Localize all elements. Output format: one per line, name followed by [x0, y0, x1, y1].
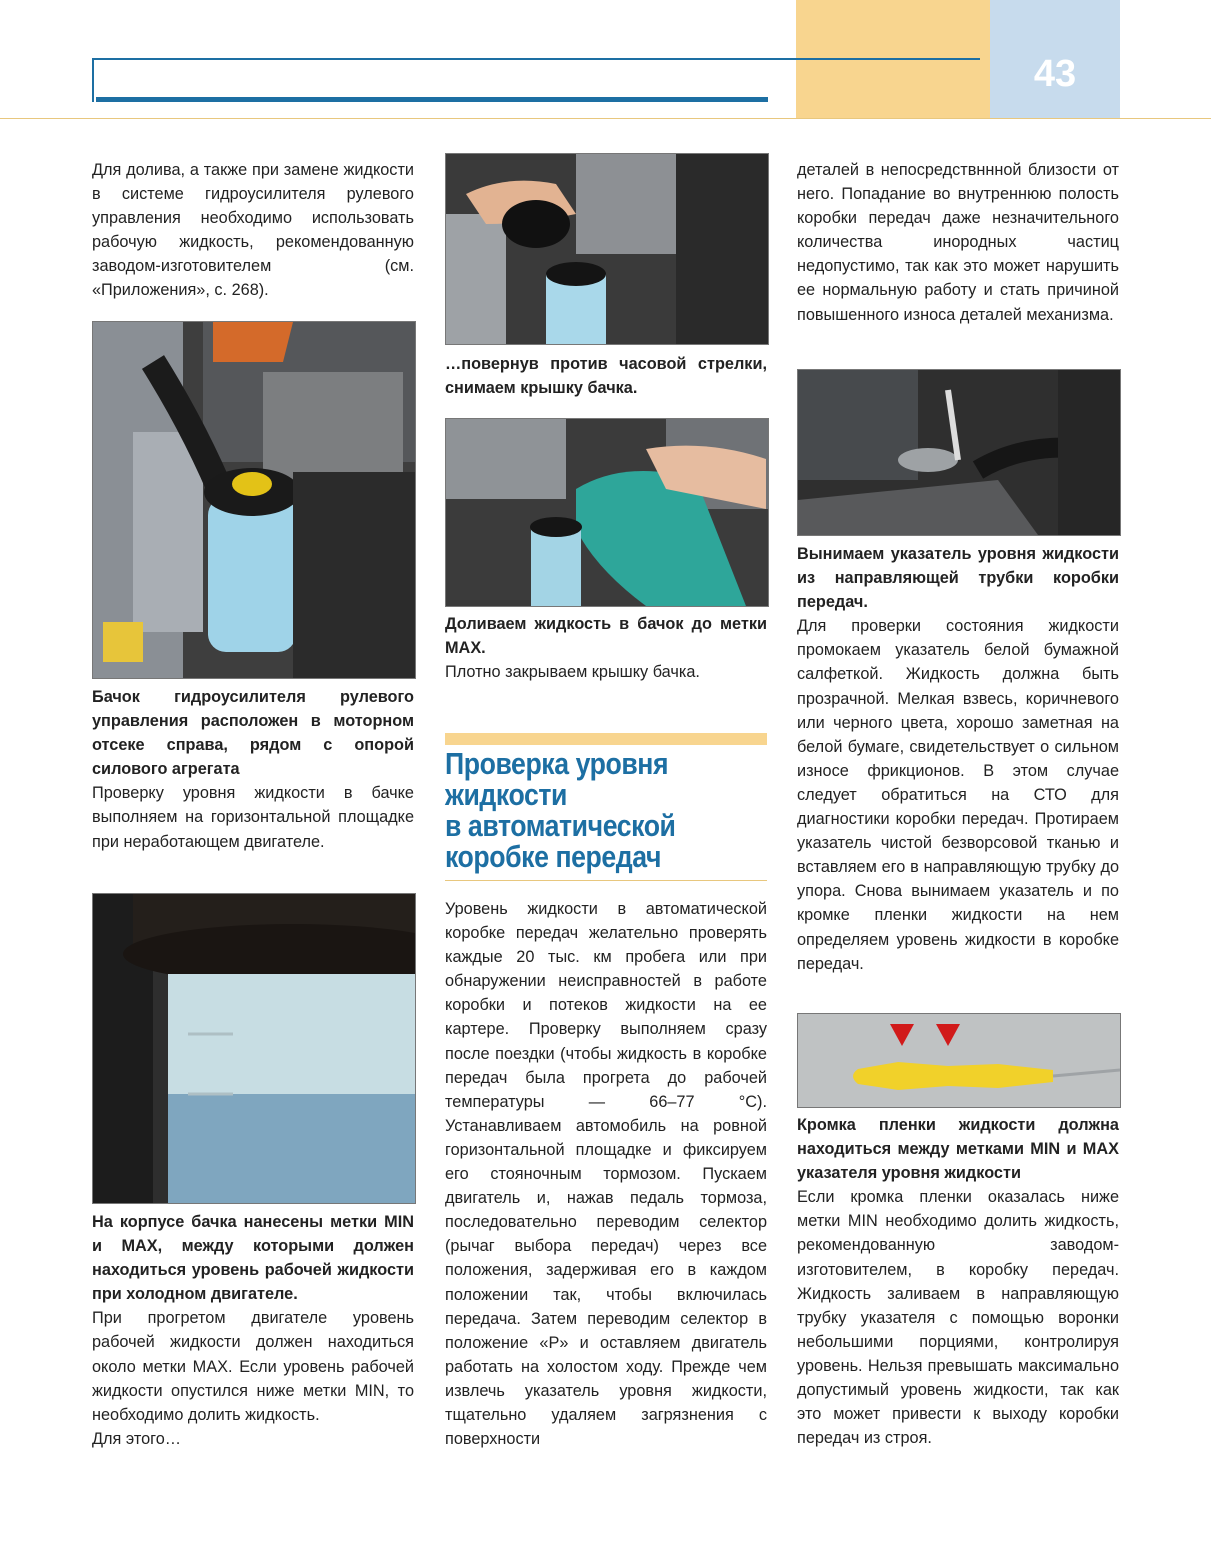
page-number: 43 — [1033, 53, 1077, 95]
photo-reservoir-min-max — [92, 893, 416, 1204]
col1-caption2-block — [92, 1210, 414, 1451]
section-underline — [445, 880, 767, 881]
col3-text1: деталей в непосредствннной близости от него. Попадание во внутреннюю полость коробки передач даже незначительного количества инородных частиц недопустимо, так как это может нарушить ее нормальную работу и стать причиной повышенного износа деталей механизма. — [797, 161, 1119, 324]
photo-power-steering-reservoir — [92, 321, 416, 679]
col1-caption2: На корпусе бачка нанесены метки MIN и MAX, между которыми должен находиться уровень рабочей жидкости при холодном двигателе. — [92, 1213, 414, 1304]
col3-caption2: Кромка пленки жидкости должна находиться между метками MIN и MAX указателя уровня жидкости — [797, 1116, 1119, 1183]
col3-text3: Если кромка пленки оказалась ниже метки MIN необходимо долить жидкость, рекомендованную заводом-изготовителем, в коробку передач. Жидкость заливаем в направляющую трубку указателя с помощью воронки небольшими порциями, контролируя уровень. Нельзя превышать максимально допустимый уровень жидкости, так как это может привести к выходу коробки передач из строя. — [797, 1188, 1119, 1448]
section-title: Проверка уровня жидкости в автоматической коробке передач — [445, 746, 676, 874]
col2-text1: Плотно закрываем крышку бачка. — [445, 663, 700, 682]
col3-caption1: Вынимаем указатель уровня жидкости из направляющей трубки коробки передач. — [797, 545, 1119, 612]
col2-caption2-block — [445, 612, 767, 684]
photo-removing-cap — [445, 153, 769, 345]
col1-intro-text: Для долива, а также при замене жидкости в системе гидроусилителя рулевого управления необходимо использовать рабочую жидкость, рекомендованную заводом-изготовителем (см. «Приложения», с. 268). — [92, 161, 414, 300]
col2-caption1-block — [445, 352, 767, 400]
col2-caption1: …повернув против часовой стрелки, снимаем крышку бачка. — [445, 355, 767, 398]
col1-text2: При прогретом двигателе уровень рабочей жидкости должен находиться около метки MAX. Если уровень рабочей жидкости опустился ниже метки MIN, то необходимо долить жидкость. — [92, 1309, 414, 1424]
col2-body-block — [445, 897, 767, 1451]
col2-body: Уровень жидкости в автоматической коробке передач желательно проверять каждые 20 тыс. км пробега или при обнаружении неисправностей в работе коробки и потеков жидкости на ее картере. Проверку выполняем сразу после поездки (чтобы жидкость в коробке передач была прогрета до рабочей температуры — 66–77 °С). Устанавливаем автомобиль на ровной горизонтальной площадке и фиксируем его стояночным тормозом. Пускаем двигатель и, нажав педаль тормоза, последовательно переводим селектор (рычаг выбора передач) через все положения, задерживая его в каждом положении так, чтобы включилась передача. Затем переводим селектор в положение «P» и оставляем двигатель работать на холостом ходу. Прежде чем извлечь указатель уровня жидкости, тщательно удаляем загрязнения с поверхности — [445, 900, 767, 1449]
header-rule-bottom — [96, 97, 768, 102]
col3-caption1-block — [797, 542, 1119, 976]
photo-dipstick-removal — [797, 369, 1121, 536]
section-accent-bar — [445, 733, 767, 745]
col3-text2: Для проверки состояния жидкости промокаем указатель белой бумажной салфеткой. Жидкость должна быть прозрачной. Мелкая взвесь, коричневого или черного цвета, хорошо заметная на белой бумаге, свидетельствует о сильном износе фрикционов. В этом случае следует обратиться на СТО для диагностики коробки передач. Протираем указатель чистой безворсовой тканью и вставляем его в направляющую трубку до упора. Снова вынимаем указатель и по кромке пленки жидкости на нем определяем уровень жидкости в коробке передач. — [797, 617, 1119, 973]
col1-intro-block — [92, 158, 414, 303]
col1-caption1-block — [92, 685, 414, 854]
col3-text1-block — [797, 158, 1119, 327]
col3-caption2-block — [797, 1113, 1119, 1450]
header-rule-left — [92, 58, 94, 102]
col1-caption1: Бачок гидроусилителя рулевого управления расположен в моторном отсеке справа, рядом с опорой силового агрегата — [92, 688, 414, 779]
photo-adding-fluid — [445, 418, 769, 607]
col2-caption2: Доливаем жидкость в бачок до метки MAX. — [445, 615, 767, 658]
header-divider — [0, 118, 1211, 119]
col1-text1: Проверку уровня жидкости в бачке выполняем на горизонтальной площадке при неработающем двигателе. — [92, 784, 414, 851]
col1-text3: Для этого… — [92, 1429, 182, 1448]
photo-dipstick-level — [797, 1013, 1121, 1108]
header-rule-top — [92, 58, 980, 60]
